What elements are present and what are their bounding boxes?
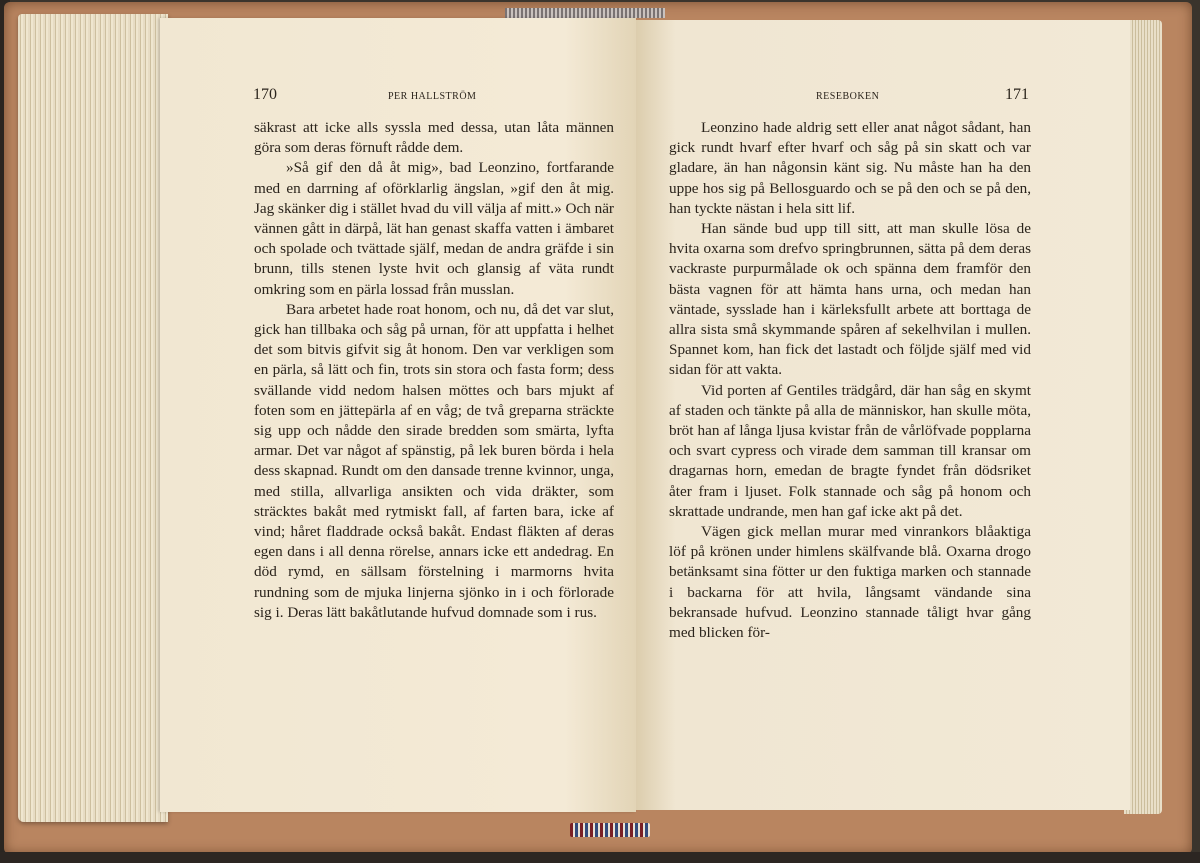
paragraph: säkrast att icke alls syssla med dessa, utan låta männen göra som deras förnuft rådde dem.: [254, 119, 614, 157]
bookmark-ribbon: [570, 823, 650, 837]
paragraph: Leonzino hade aldrig sett eller anat något sådant, han gick rundt hvarf efter hvarf och såg på sin skatt och var gladare, än han någonsin känt sig. Nu måste han ha den uppe hos sig på Bellosguardo och se på den och se på den, han tyckte nästan i hela sitt lif.: [669, 119, 1031, 217]
paragraph: Bara arbetet hade roat honom, och nu, då det var slut, gick han tillbaka och såg på urnan, för att uppfatta i helhet det som bitvis gifvit sig åt honom. Den var verkligen som en pärla, så lätt och fin, trots sin stora och fasta form; dess svällande vidd nedom halsen möttes och bars mjukt af foten som en jättepärla af en våg; de två greparna sträckte sig upp och nådde den sirade bredden som smärta, lyfta armar. Det var något af spänstig, på lek buren börda i hela dess skapnad. Rundt om den dansade trenne kvinnor, unga, med stilla, allvarliga ansikten och vida dräkter, som sträcktes bakåt med rytmiskt fall, af farten bara, icke af vind; håret fladdrade också bakåt. Endast fläkten af deras egen dans i all denna rörelse, annars icke ett andedrag. En död rymd, en sällsam förstelning i marmorns hvita rundning som de mjuka linjerna sjönko in i och förlorade sig i. Deras lätt bakåtlutande hufvud domnade som i rus.: [254, 300, 614, 621]
paragraph: »Så gif den då åt mig», bad Leonzino, fortfarande med en darrning af oförklarlig ängslan, »gif den åt mig. Jag skänker dig i stället hvad du vill välja af mitt.» Och när vännen gått in därpå, lät han genast skaffa vatten i ämbaret och spolade och tvättade själf, medan de andra gräfde i sin brunn, tills stenen lyste hvit och glansig af väta rundt omkring som en pärla lossad från musslan.: [254, 159, 614, 298]
page-block-left: [18, 14, 168, 822]
right-page-number: 171: [1005, 86, 1029, 103]
headband: [505, 8, 665, 18]
paragraph: Vägen gick mellan murar med vinrankors blåaktiga löf på krönen under himlens skälfvande blå. Oxarna drogo betänksamt sina fötter ur den fuktiga marken och stannade i backarna för att hvila, långsamt vändande sina bekransade hufvud. Leonzino stannade tåligt hvar gång med blicken för-: [669, 523, 1031, 642]
table-surface: [0, 852, 1200, 863]
right-running-head: RESEBOKEN: [816, 91, 880, 102]
paragraph: Vid porten af Gentiles trädgård, där han såg en skymt af staden och tänkte på alla de människor, han skulle möta, bröt han af långa ljusa kvistar från de vårlöfvade popplarna och svart cypress och virade dem samman till kransar om dragarnas horn, emedan de bragte fyndet från dödsriket åter fram i ljuset. Folk stannade och såg på honom och skrattade undrande, men han gaf icke akt på det.: [669, 381, 1031, 520]
left-page-text: [254, 118, 614, 623]
paragraph: Han sände bud upp till sitt, att man skulle lösa de hvita oxarna som drefvo springbrunnen, sätta på dem deras vackraste purpurmålade ok och spänna dem framför den bästa vagnen för att hämta hans urna, och medan han väntade, sysslade han i kärleksfullt arbete att borttaga de allra sista små skymmande spåren af sekelhvilan i mullen. Spannet kom, han fick det lastadt och följde själf med vid sidan för att vakta.: [669, 220, 1031, 379]
left-page-number: 170: [253, 86, 277, 103]
left-running-head: PER HALLSTRÖM: [388, 91, 477, 102]
right-page-text: [669, 118, 1031, 643]
